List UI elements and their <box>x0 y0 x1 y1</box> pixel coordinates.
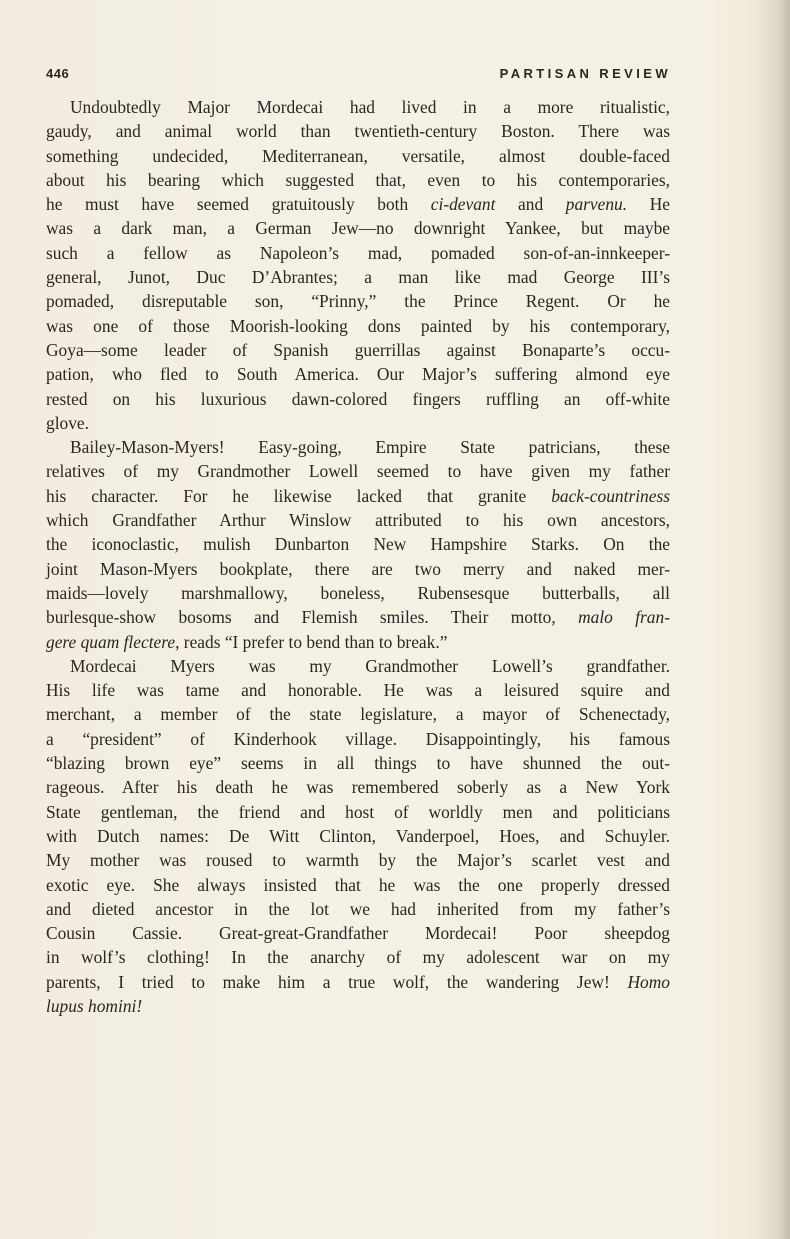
text-segment: exotic eye. She always insisted that he was the one properly dressed <box>46 874 670 895</box>
text-segment: in wolf’s clothing! In the anarchy of my adolescent war on my <box>46 947 670 968</box>
text-line <box>46 557 670 581</box>
text-segment: maids—lovely marshmallowy, boneless, Rubensesque butterballs, all <box>46 582 670 603</box>
text-segment: rageous. After his death he was remembered soberly as a New York <box>46 777 670 798</box>
text-segment: His life was tame and honorable. He was a leisured squire and <box>46 680 670 701</box>
text-segment: Cousin Cassie. Great-great-Grandfather Mordecai! Poor sheepdog <box>46 923 670 944</box>
text-segment: “blazing brown eye” seems in all things to have shunned the out- <box>46 753 670 774</box>
text-line <box>46 678 670 702</box>
text-line <box>46 241 670 265</box>
text-line <box>46 873 670 897</box>
running-head: PARTISAN REVIEW <box>499 66 671 81</box>
text-line <box>46 435 670 459</box>
text-line <box>46 775 670 799</box>
text-segment: burlesque-show bosoms and Flemish smiles. Their motto, <box>46 607 579 628</box>
text-line <box>46 144 670 168</box>
text-segment: general, Junot, Duc D’Abrantes; a man like mad George III’s <box>46 267 670 288</box>
text-line <box>46 338 670 362</box>
text-line <box>46 654 670 678</box>
italic-text: Homo <box>627 971 670 992</box>
page-number: 446 <box>46 66 70 81</box>
text-line <box>46 630 670 654</box>
text-segment: his character. For he likewise lacked that granite <box>46 485 552 506</box>
text-line <box>46 945 670 969</box>
text-segment: rested on his luxurious dawn-colored fingers ruffling an off-white <box>46 388 670 409</box>
text-line <box>46 192 670 216</box>
text-segment: reads “I prefer to bend than to break.” <box>179 631 448 652</box>
italic-text: gere quam flectere, <box>46 631 180 652</box>
text-line <box>46 848 670 872</box>
text-line <box>46 727 670 751</box>
text-line <box>46 994 670 1018</box>
text-line <box>46 168 670 192</box>
text-line <box>46 508 670 532</box>
text-segment: Mordecai Myers was my Grandmother Lowell’s grandfather. <box>70 655 670 676</box>
text-line <box>46 216 670 240</box>
text-segment: State gentleman, the friend and host of worldly men and politicians <box>46 801 670 822</box>
italic-text: lupus homini! <box>46 995 143 1016</box>
italic-text: back-countriness <box>551 485 670 506</box>
text-line <box>46 751 670 775</box>
text-segment: a “president” of Kinderhook village. Disappointingly, his famous <box>46 728 670 749</box>
text-segment: something undecided, Mediterranean, versatile, almost double-faced <box>46 145 670 166</box>
text-segment: was a dark man, a German Jew—no downright Yankee, but maybe <box>46 218 670 239</box>
text-line <box>46 824 670 848</box>
text-line <box>46 362 670 386</box>
text-line <box>46 702 670 726</box>
text-segment: Goya—some leader of Spanish guerrillas against Bonaparte’s occu- <box>46 339 670 360</box>
text-segment: with Dutch names: De Witt Clinton, Vanderpoel, Hoes, and Schuyler. <box>46 825 670 846</box>
text-line <box>46 459 670 483</box>
text-line <box>46 581 670 605</box>
text-line <box>46 532 670 556</box>
text-line <box>46 314 670 338</box>
text-segment: pation, who fled to South America. Our Major’s suffering almond eye <box>46 364 670 385</box>
text-line <box>46 387 670 411</box>
page-edge-shadow <box>756 0 790 1239</box>
text-line <box>46 800 670 824</box>
text-segment: relatives of my Grandmother Lowell seemed to have given my father <box>46 461 670 482</box>
text-segment: which Grandfather Arthur Winslow attributed to his own ancestors, <box>46 510 670 531</box>
text-segment: the iconoclastic, mulish Dunbarton New Hampshire Starks. On the <box>46 534 670 555</box>
italic-text: malo fran- <box>578 607 670 628</box>
text-segment: gaudy, and animal world than twentieth-century Boston. There was <box>46 121 670 142</box>
text-segment: Undoubtedly Major Mordecai had lived in a more ritualistic, <box>70 97 670 117</box>
text-line <box>46 921 670 945</box>
text-segment: joint Mason-Myers bookplate, there are two merry and naked mer- <box>46 558 670 579</box>
text-segment: merchant, a member of the state legislature, a mayor of Schenectady, <box>46 704 670 725</box>
italic-text: ci-devant <box>430 194 496 215</box>
text-segment: glove. <box>46 412 89 433</box>
text-segment: about his bearing which suggested that, even to his contemporaries, <box>46 169 670 190</box>
text-segment: parents, I tried to make him a true wolf, the wandering Jew! <box>46 971 628 992</box>
text-line <box>46 289 670 313</box>
text-segment: My mother was roused to warmth by the Major’s scarlet vest and <box>46 850 670 871</box>
text-segment: was one of those Moorish-looking dons painted by his contemporary, <box>46 315 670 336</box>
text-line <box>46 411 670 435</box>
text-segment: such a fellow as Napoleon’s mad, pomaded son-of-an-innkeeper- <box>46 242 670 263</box>
text-line <box>46 95 670 119</box>
body-text <box>46 95 670 1018</box>
text-segment: Bailey-Mason-Myers! Easy-going, Empire State patricians, these <box>70 437 670 458</box>
text-segment: pomaded, disreputable son, “Prinny,” the Prince Regent. Or he <box>46 291 670 312</box>
text-segment: He <box>627 194 670 215</box>
text-line <box>46 897 670 921</box>
page-header <box>46 66 671 86</box>
text-line <box>46 970 670 994</box>
text-line <box>46 605 670 629</box>
text-line <box>46 265 670 289</box>
text-segment: he must have seemed gratuitously both <box>46 194 431 215</box>
text-line <box>46 119 670 143</box>
text-segment: and dieted ancestor in the lot we had inherited from my father’s <box>46 898 670 919</box>
text-segment: and <box>495 194 566 215</box>
text-line <box>46 484 670 508</box>
italic-text: parvenu. <box>565 194 628 215</box>
